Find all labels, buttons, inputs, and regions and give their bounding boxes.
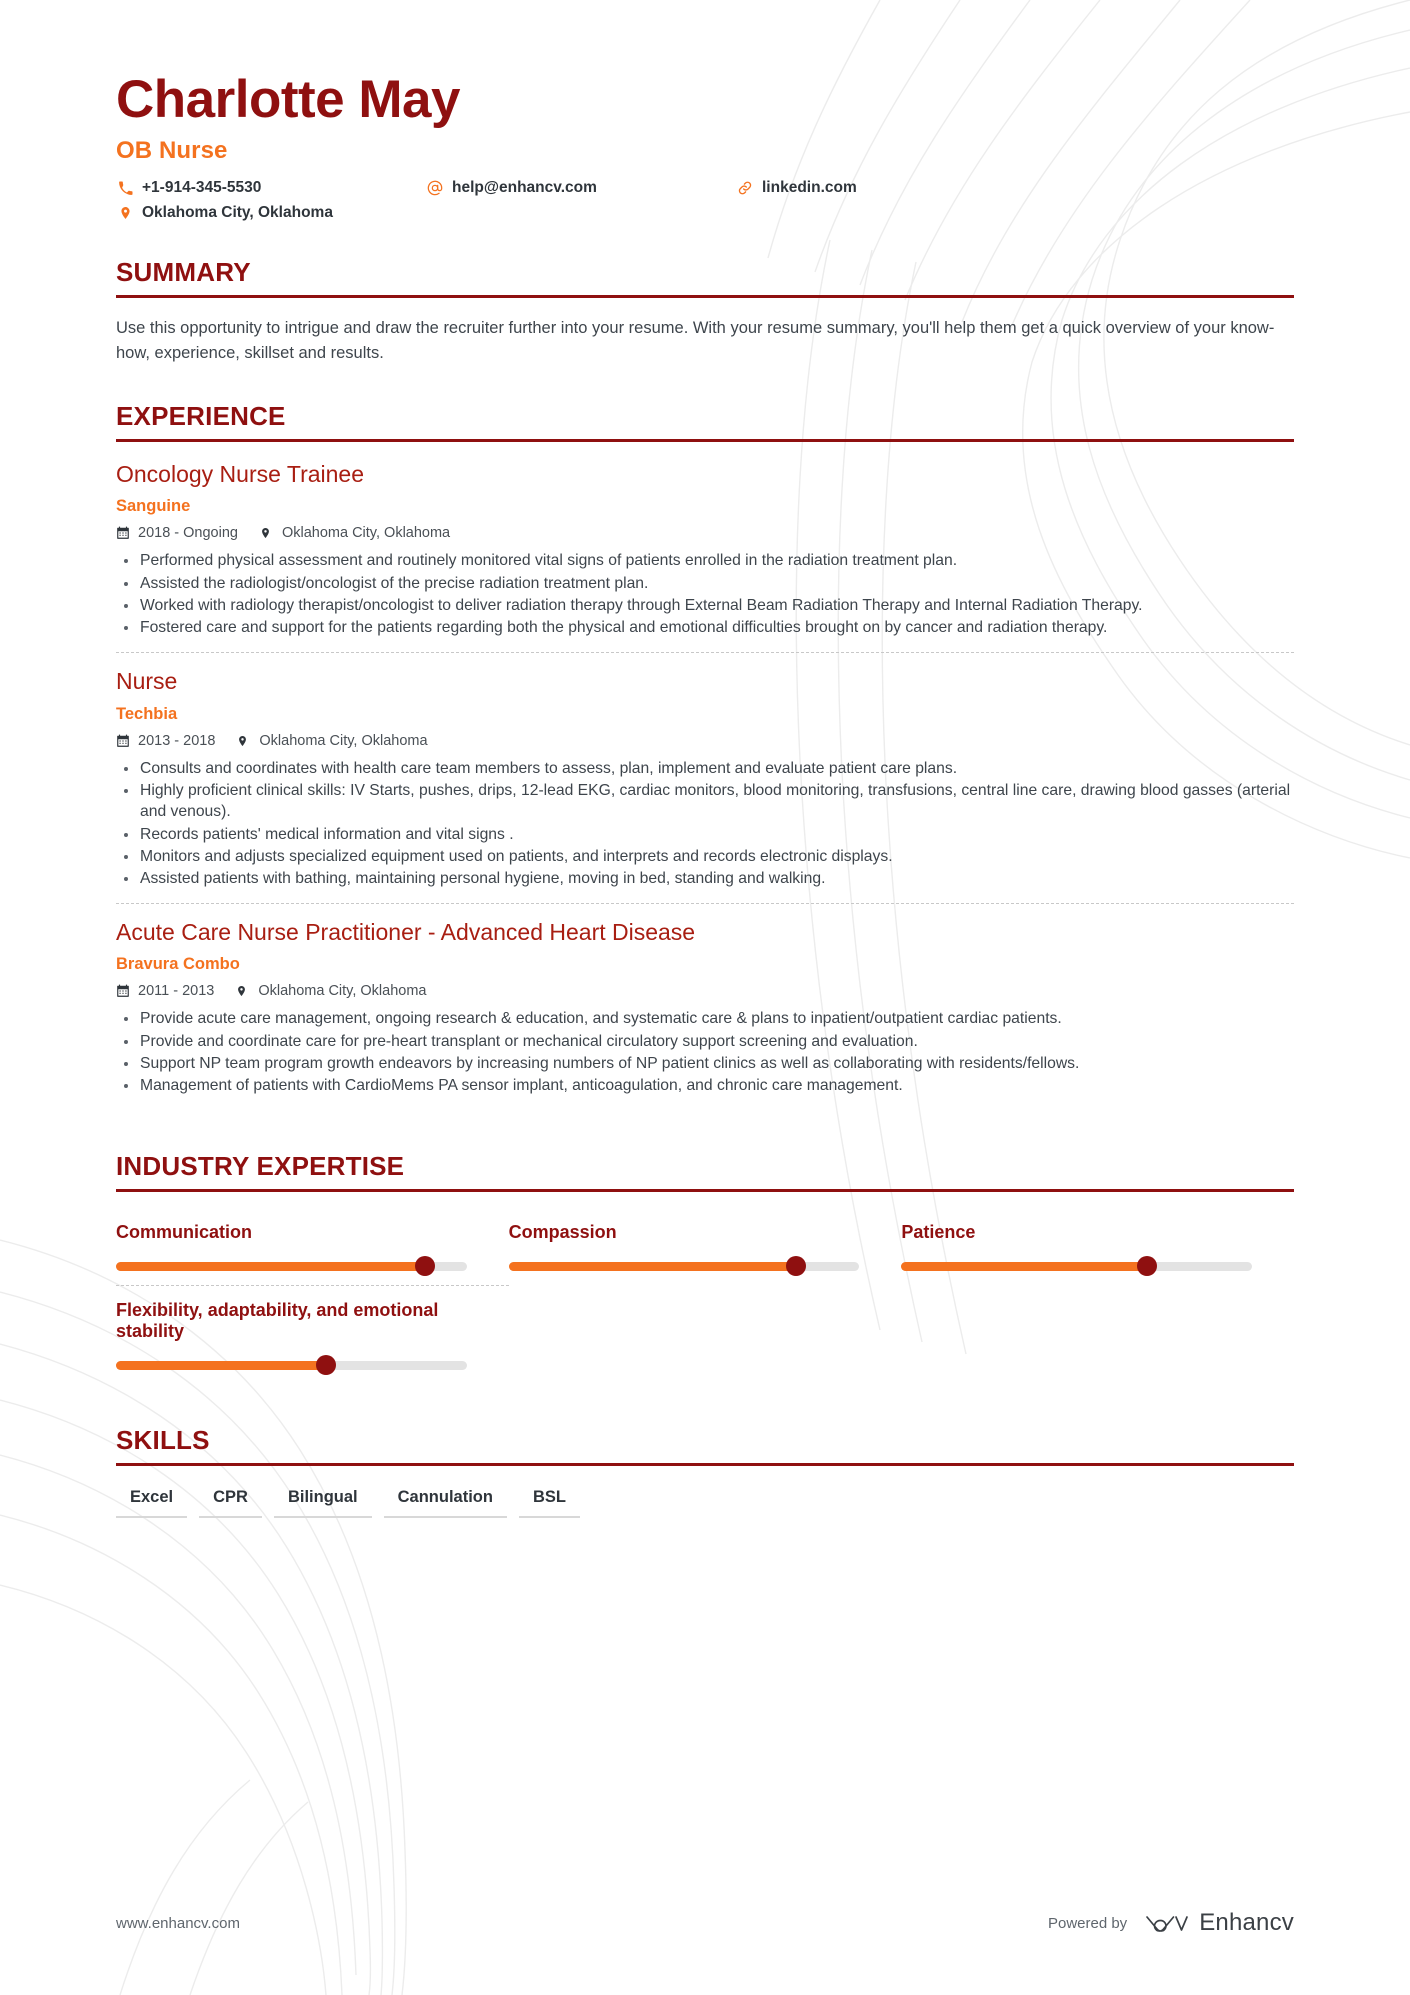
contact-link[interactable] [736, 179, 1036, 197]
section-title-industry-expertise: INDUSTRY EXPERTISE [116, 1150, 405, 1181]
experience-dates-value: 2013 - 2018 [138, 732, 216, 749]
calendar-icon [116, 984, 131, 998]
slider-fill [509, 1262, 797, 1271]
section-rule [116, 1463, 1294, 1466]
section-summary [116, 258, 1294, 365]
footer-website-url[interactable]: www.enhancv.com [116, 1914, 240, 1932]
expertise-item [509, 1208, 902, 1285]
calendar-icon [116, 526, 131, 540]
slider-fill [116, 1262, 425, 1271]
skill-chip: Excel [116, 1488, 187, 1518]
map-pin-icon [116, 205, 134, 221]
enhancv-logo-icon [1143, 1910, 1189, 1936]
experience-item [116, 460, 1294, 652]
skill-chip: Cannulation [384, 1488, 507, 1518]
experience-location [236, 983, 426, 999]
slider-knob[interactable] [316, 1355, 336, 1375]
expertise-item [116, 1208, 509, 1285]
header-job-title: OB Nurse [116, 137, 228, 165]
experience-dates [116, 525, 238, 541]
experience-bullet: Monitors and adjusts specialized equipment used on patients, and interprets and records electronic displays. [116, 846, 1294, 867]
expertise-label: Flexibility, adaptability, and emotional stability [116, 1299, 439, 1342]
expertise-label: Communication [116, 1221, 253, 1242]
expertise-level-slider[interactable] [116, 1262, 467, 1271]
calendar-icon [116, 734, 131, 748]
experience-meta [116, 733, 1294, 749]
experience-location-value: Oklahoma City, Oklahoma [281, 525, 451, 542]
expertise-level-slider[interactable] [901, 1262, 1252, 1271]
expertise-item [901, 1208, 1294, 1285]
expertise-item [116, 1285, 509, 1384]
section-rule [116, 439, 1294, 442]
expertise-level-slider[interactable] [509, 1262, 860, 1271]
contact-email[interactable] [426, 179, 736, 197]
powered-by-label: Powered by [1047, 1914, 1128, 1932]
contact-location [116, 204, 426, 222]
experience-location [237, 733, 427, 749]
slider-knob[interactable] [786, 1256, 806, 1276]
experience-dates [116, 983, 214, 999]
slider-knob[interactable] [415, 1256, 435, 1276]
contact-link-value: linkedin.com [762, 179, 857, 197]
phone-icon [116, 181, 134, 196]
experience-bullet: Worked with radiology therapist/oncologist to deliver radiation therapy through External Beam Radiation Therapy and Internal Radiation Therapy. [116, 595, 1294, 616]
expertise-grid [116, 1208, 1294, 1384]
skill-chip: Bilingual [274, 1488, 372, 1518]
experience-dates [116, 733, 215, 749]
experience-role: Acute Care Nurse Practitioner - Advanced Heart Disease [116, 918, 696, 945]
brand-name: Enhancv [1199, 1909, 1294, 1936]
experience-company: Techbia [116, 704, 178, 723]
contact-details [116, 179, 1136, 222]
section-title-summary: SUMMARY [116, 257, 251, 288]
experience-role: Oncology Nurse Trainee [116, 460, 365, 487]
experience-location [260, 525, 450, 541]
experience-bullet: Management of patients with CardioMems PA sensor implant, anticoagulation, and chronic care management. [116, 1075, 1294, 1096]
at-icon [426, 180, 444, 196]
experience-location-value: Oklahoma City, Oklahoma [259, 732, 428, 749]
contact-row-1 [116, 179, 1136, 197]
experience-bullet: Fostered care and support for the patients regarding both the physical and emotional difficulties brought on by cancer and radiation therapy. [116, 617, 1294, 638]
page-title: Charlotte May [116, 70, 460, 129]
experience-bullet-list [116, 758, 1294, 890]
expertise-level-slider[interactable] [116, 1361, 467, 1370]
experience-company: Bravura Combo [116, 955, 240, 974]
experience-bullet: Provide acute care management, ongoing research & education, and systematic care & plans to inpatient/outpatient cardiac patients. [116, 1008, 1294, 1029]
slider-knob[interactable] [1137, 1256, 1157, 1276]
experience-meta [116, 525, 1294, 541]
page-footer [116, 1909, 1294, 1937]
summary-text: Use this opportunity to intrigue and draw the recruiter further into your resume. With your resume summary, you'll help them get a quick overview of your know-how, experience, skillset and results. [116, 319, 1275, 362]
experience-bullet: Highly proficient clinical skills: IV Starts, pushes, drips, 12-lead EKG, cardiac monitors, blood monitoring, transfusions, central line care, drawing blood gasses (arterial and venous). [116, 780, 1294, 823]
experience-bullet: Assisted the radiologist/oncologist of the precise radiation treatment plan. [116, 573, 1294, 594]
resume-header [116, 70, 1294, 222]
section-title-skills: SKILLS [116, 1424, 210, 1455]
contact-phone[interactable] [116, 179, 426, 197]
experience-dates-value: 2011 - 2013 [138, 983, 215, 1000]
contact-row-2 [116, 204, 1136, 222]
section-title-experience: EXPERIENCE [116, 400, 286, 431]
experience-company: Sanguine [116, 497, 191, 516]
experience-item [116, 652, 1294, 903]
footer-brand [1048, 1909, 1294, 1937]
experience-bullet: Records patients' medical information and vital signs . [116, 824, 1294, 845]
slider-fill [116, 1361, 326, 1370]
experience-bullet: Assisted patients with bathing, maintaining personal hygiene, moving in bed, standing and walking. [116, 868, 1294, 889]
contact-location-value: Oklahoma City, Oklahoma [142, 204, 333, 222]
experience-dates-value: 2018 - Ongoing [138, 525, 238, 542]
experience-bullet: Support NP team program growth endeavors by increasing numbers of NP patient clinics as well as collaborating with residents/fellows. [116, 1053, 1294, 1074]
expertise-label: Patience [901, 1221, 976, 1242]
contact-email-value: help@enhancv.com [452, 179, 597, 197]
map-pin-icon [237, 734, 252, 748]
section-industry-expertise [116, 1152, 1294, 1384]
experience-bullet: Performed physical assessment and routinely monitored vital signs of patients enrolled in the radiation treatment plan. [116, 550, 1294, 571]
map-pin-icon [236, 984, 251, 998]
skill-chip: BSL [519, 1488, 580, 1518]
experience-bullet: Provide and coordinate care for pre-heart transplant or mechanical circulatory support screening and evaluation. [116, 1031, 1294, 1052]
skill-chip: CPR [199, 1488, 262, 1518]
contact-phone-value: +1-914-345-5530 [142, 179, 262, 197]
experience-list [116, 460, 1294, 1110]
slider-fill [901, 1262, 1146, 1271]
section-skills [116, 1426, 1294, 1518]
link-icon [736, 180, 754, 196]
section-rule [116, 1189, 1294, 1192]
section-rule [116, 295, 1294, 298]
experience-role: Nurse [116, 667, 178, 694]
expertise-label: Compassion [508, 1221, 617, 1242]
experience-item [116, 903, 1294, 1110]
skill-chip-list [116, 1488, 1294, 1518]
map-pin-icon [260, 526, 275, 540]
experience-bullet-list [116, 1008, 1294, 1096]
section-experience [116, 402, 1294, 1110]
experience-meta [116, 983, 1294, 999]
experience-bullet-list [116, 550, 1294, 638]
experience-bullet: Consults and coordinates with health care team members to assess, plan, implement and evaluate patient care plans. [116, 758, 1294, 779]
experience-location-value: Oklahoma City, Oklahoma [258, 983, 427, 1000]
